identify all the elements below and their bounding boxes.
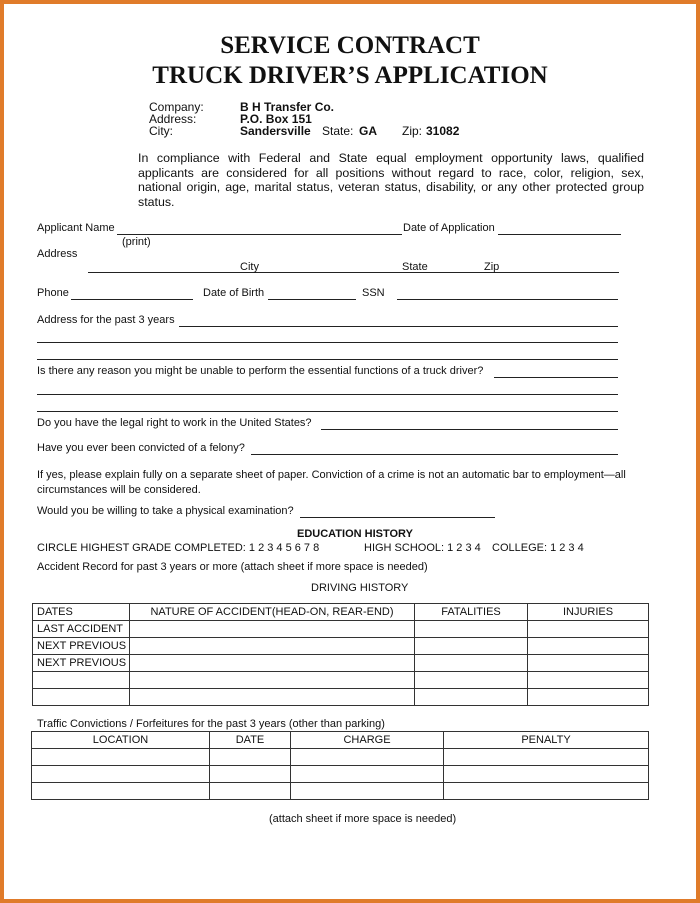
state-value: GA [359, 124, 377, 138]
state-field-label: State [402, 261, 428, 273]
address-value: P.O. Box 151 [240, 112, 312, 126]
table-cell[interactable] [210, 766, 291, 783]
table-cell[interactable] [130, 638, 415, 655]
physical-label: Would you be willing to take a physical examination? [37, 505, 294, 517]
driving-history-table [32, 603, 649, 706]
driving-history-heading: DRIVING HISTORY [311, 582, 409, 594]
table-cell[interactable] [444, 783, 649, 800]
address-field-label: Address [37, 248, 78, 260]
date-of-application-label: Date of Application [403, 222, 495, 234]
date-of-birth-label: Date of Birth [203, 287, 265, 299]
legal-right-field[interactable] [321, 429, 618, 430]
table-row [33, 638, 649, 655]
table-cell[interactable] [528, 672, 649, 689]
address-past-field-1[interactable] [179, 326, 618, 327]
table-header-row [32, 732, 649, 749]
table-cell[interactable] [130, 689, 415, 706]
title-line-2: TRUCK DRIVER’S APPLICATION [152, 62, 548, 89]
table-cell[interactable] [291, 783, 444, 800]
city-label: City: [149, 124, 173, 138]
compliance-paragraph: In compliance with Federal and State equal employment opportunity laws, qualified applicants are considered for all positions without regard to race, color, religion, sex, national origin, age, marital status, veteran status, disability, or any other protected group status. [138, 151, 644, 209]
table-cell[interactable] [444, 749, 649, 766]
column-header: DATE [210, 732, 291, 749]
city-value: Sandersville [240, 124, 311, 138]
table-row [33, 672, 649, 689]
zip-value: 31082 [426, 124, 460, 138]
unable-answer-field-1[interactable] [494, 377, 618, 378]
row-label: LAST ACCIDENT [33, 621, 130, 638]
column-header: PENALTY [444, 732, 649, 749]
table-cell[interactable] [415, 621, 528, 638]
grade-completed: CIRCLE HIGHEST GRADE COMPLETED: 1 2 3 4 5 6 7 8 [37, 542, 320, 554]
ssn-label: SSN [362, 287, 385, 299]
table-cell[interactable] [210, 749, 291, 766]
table-cell[interactable] [528, 621, 649, 638]
table-cell[interactable] [528, 689, 649, 706]
table-header-row [33, 604, 649, 621]
applicant-name-field[interactable] [117, 234, 402, 235]
address-past-field-3[interactable] [37, 359, 618, 360]
table-row [33, 621, 649, 638]
physical-field[interactable] [300, 517, 495, 518]
column-header: DATES [33, 604, 130, 621]
date-of-application-field[interactable] [498, 234, 621, 235]
column-header: NATURE OF ACCIDENT(HEAD-ON, REAR-END) [130, 604, 415, 621]
address-label: Address: [149, 112, 197, 126]
table-cell[interactable] [415, 638, 528, 655]
table-cell[interactable] [130, 672, 415, 689]
date-of-birth-field[interactable] [268, 299, 356, 300]
address-past-label: Address for the past 3 years [37, 314, 175, 326]
table-row [32, 783, 649, 800]
column-header: LOCATION [32, 732, 210, 749]
table-cell[interactable] [32, 766, 210, 783]
row-label[interactable] [33, 689, 130, 706]
table-cell[interactable] [130, 655, 415, 672]
high-school-grade: HIGH SCHOOL: 1 2 3 4 [364, 542, 481, 554]
table-cell[interactable] [415, 655, 528, 672]
felony-field[interactable] [251, 454, 618, 455]
table-row [32, 749, 649, 766]
table-cell[interactable] [415, 689, 528, 706]
row-label[interactable] [33, 672, 130, 689]
company-value: B H Transfer Co. [240, 100, 335, 114]
felony-label: Have you ever been convicted of a felony? [37, 442, 245, 454]
zip-field-label: Zip [484, 261, 500, 273]
phone-field[interactable] [71, 299, 193, 300]
accident-record-note: Accident Record for past 3 years or more (attach sheet if more space is needed) [37, 561, 428, 573]
table-cell[interactable] [415, 672, 528, 689]
table-cell[interactable] [528, 655, 649, 672]
column-header: FATALITIES [415, 604, 528, 621]
legal-right-label: Do you have the legal right to work in the United States? [37, 417, 312, 429]
row-label: NEXT PREVIOUS [33, 638, 130, 655]
company-label: Company: [149, 100, 204, 114]
table-cell[interactable] [291, 749, 444, 766]
state-label: State: [322, 124, 354, 138]
address-past-field-2[interactable] [37, 342, 618, 343]
table-cell[interactable] [32, 749, 210, 766]
column-header: CHARGE [291, 732, 444, 749]
application-page [4, 4, 696, 899]
table-cell[interactable] [528, 638, 649, 655]
applicant-name-label: Applicant Name [37, 222, 115, 234]
phone-label: Phone [37, 287, 69, 299]
unable-answer-field-2[interactable] [37, 394, 618, 395]
traffic-heading: Traffic Convictions / Forfeitures for the past 3 years (other than parking) [37, 718, 385, 730]
table-row [33, 689, 649, 706]
table-cell[interactable] [32, 783, 210, 800]
row-label: NEXT PREVIOUS [33, 655, 130, 672]
table-cell[interactable] [130, 621, 415, 638]
address-field[interactable] [88, 272, 619, 273]
table-cell[interactable] [291, 766, 444, 783]
title-line-1: SERVICE CONTRACT [220, 32, 480, 59]
traffic-table [31, 731, 649, 800]
footer-note: (attach sheet if more space is needed) [269, 813, 457, 825]
education-heading: EDUCATION HISTORY [297, 528, 413, 540]
print-note: (print) [122, 236, 151, 248]
felony-note: If yes, please explain fully on a separate sheet of paper. Conviction of a crime is not an automatic bar to employment—all circumstances will be considered. [37, 469, 626, 496]
ssn-field[interactable] [397, 299, 618, 300]
unable-question-label: Is there any reason you might be unable to perform the essential functions of a truck driver? [37, 365, 484, 377]
unable-answer-field-3[interactable] [37, 411, 618, 412]
column-header: INJURIES [528, 604, 649, 621]
zip-label: Zip: [402, 124, 423, 138]
table-row [33, 655, 649, 672]
table-cell[interactable] [210, 783, 291, 800]
city-field-label: City [240, 261, 259, 273]
table-row [32, 766, 649, 783]
table-cell[interactable] [444, 766, 649, 783]
college-grade: COLLEGE: 1 2 3 4 [492, 542, 584, 554]
